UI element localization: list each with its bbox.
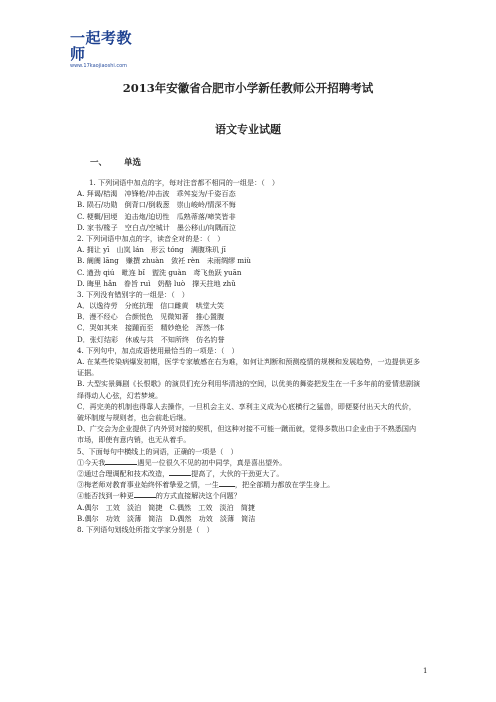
question-line: A．以逸待劳 分庭抗理 信口雌黄 哄堂大笑 [77, 301, 224, 311]
option-paragraph: B. 大型实景舞剧《长恨歌》的演员们充分利用华清池的空间，以优美的舞姿把发生在一千多年前的爱情悲剧演绎得动人心弦，幻若梦境。 [77, 379, 421, 400]
logo-url: www.17kaojiaoshi.com [70, 63, 128, 69]
question-line: C. 梗概/回埂 迫击炮/迫切性 瓜熟蒂落/啼笑皆非 [77, 211, 236, 221]
logo-text: 一起考教师 [70, 29, 133, 63]
question-line: A. 拜谒/桔渴 冲锋枪/冲击波 乖舛妄为/千姿百态 [77, 189, 236, 199]
document-title: 2013年安徽省合肥市小学新任教师公开招聘考试 [122, 81, 374, 95]
exam-body [77, 177, 422, 535]
question-line: B. 阛阓 lāng 赚撰 zhuàn 敛衽 rèn 未雨绸缪 miù [77, 256, 251, 266]
blank-line [219, 479, 235, 487]
options-row: B.偶尔 功效 淡薄 简洁 D.偶然 功效 淡薄 简洁 [77, 513, 256, 523]
blank-line [169, 468, 191, 476]
question-line: C．哭如其来 接踵而至 精妙绝伦 浑然一体 [77, 323, 225, 333]
question-line: 5、下面每句中横线上的词语，正确的一项是（ ） [77, 446, 238, 456]
question-line: 3. 下列没有错别字的一组是：（ ） [77, 289, 189, 299]
question-line: 1. 下列词语中加点的字，每对注音都不相同的一组是：（ ） [89, 178, 279, 187]
question-line: B．漫不经心 合颜悦色 见微知著 推心置腹 [77, 312, 225, 322]
document-subtitle: 语文专业试题 [215, 123, 281, 136]
options-row: A.偶尔 工效 淡泊 简捷 C.偶然 工效 淡泊 简捷 [77, 502, 255, 512]
question-line: D. 家书/椽子 空白点/空城计 墨公移山/向隅而泣 [77, 222, 236, 232]
section-number: 一、 [90, 158, 108, 168]
site-logo [70, 29, 140, 69]
question-line: B. 陨石/功勋 倒背口/倒栽葱 崇山峻岭/情深不悔 [77, 200, 236, 210]
question-line: 8. 下列语句划线处所指文学家分别是（ ） [77, 524, 214, 534]
option-paragraph: D、广交会为企业提供了内外贸对接的契机，但这种对接不可能一蹴而就，觉得多数出口企业由于不熟悉国内市场，即使有意内销，也无从着手。 [77, 424, 417, 445]
fill-sentence: ②通过合理调配和技术改造， 提高了，大伙的干劲更大了。 [77, 469, 284, 478]
fill-sentence: ③梅老师对教育事业始终怀着挚爱之情，一生 ，把全部精力都放在学生身上。 [77, 480, 335, 490]
blank-line [134, 490, 156, 498]
question-line: C. 遒劲 qiú 毗连 bǐ 盥洗 guàn 鸢飞鱼跃 yuān [77, 267, 242, 277]
question-line: 4. 下列句中，加点成语使用最恰当的一项是：（ ） [77, 345, 239, 355]
option-paragraph: C．再完美的机制也得靠人去操作，一旦机会主义、享利主义成为心底横行之猛兽，即便要付出天大的代价，破坏制度与规则者，也会前赴后继。 [77, 401, 416, 423]
section-label: 单选 [123, 158, 141, 168]
fill-sentence: ④能否找到一种更 的方式直接解决这个问题？ [77, 491, 241, 501]
page-number: 1 [423, 667, 428, 675]
section-heading [90, 156, 141, 168]
question-line: D. 晦里 hǎn 眷旨 ruì 奶酪 luò 撑天拄地 zhǔ [77, 278, 236, 288]
question-line: 2. 下列词语中加点的字，读音全对的是：（ ） [77, 233, 225, 243]
fill-sentence: ①今天我 遇见一位很久不见的初中同学，真是喜出望外。 [77, 457, 287, 467]
option-paragraph: A. 在某些传染病爆发初期，医学专家敏感在右为难，如何让判断和预测疫情的规模和发展趋势，一边提供更多证据。 [77, 357, 421, 378]
question-line: D．张灯结彩 休戚与共 不知所终 仿名钓誉 [77, 334, 225, 344]
question-line: A. 拥让 yī 山岚 lán 形云 tóng 满腹珠玑 jī [77, 245, 226, 255]
blank-line [105, 457, 137, 465]
